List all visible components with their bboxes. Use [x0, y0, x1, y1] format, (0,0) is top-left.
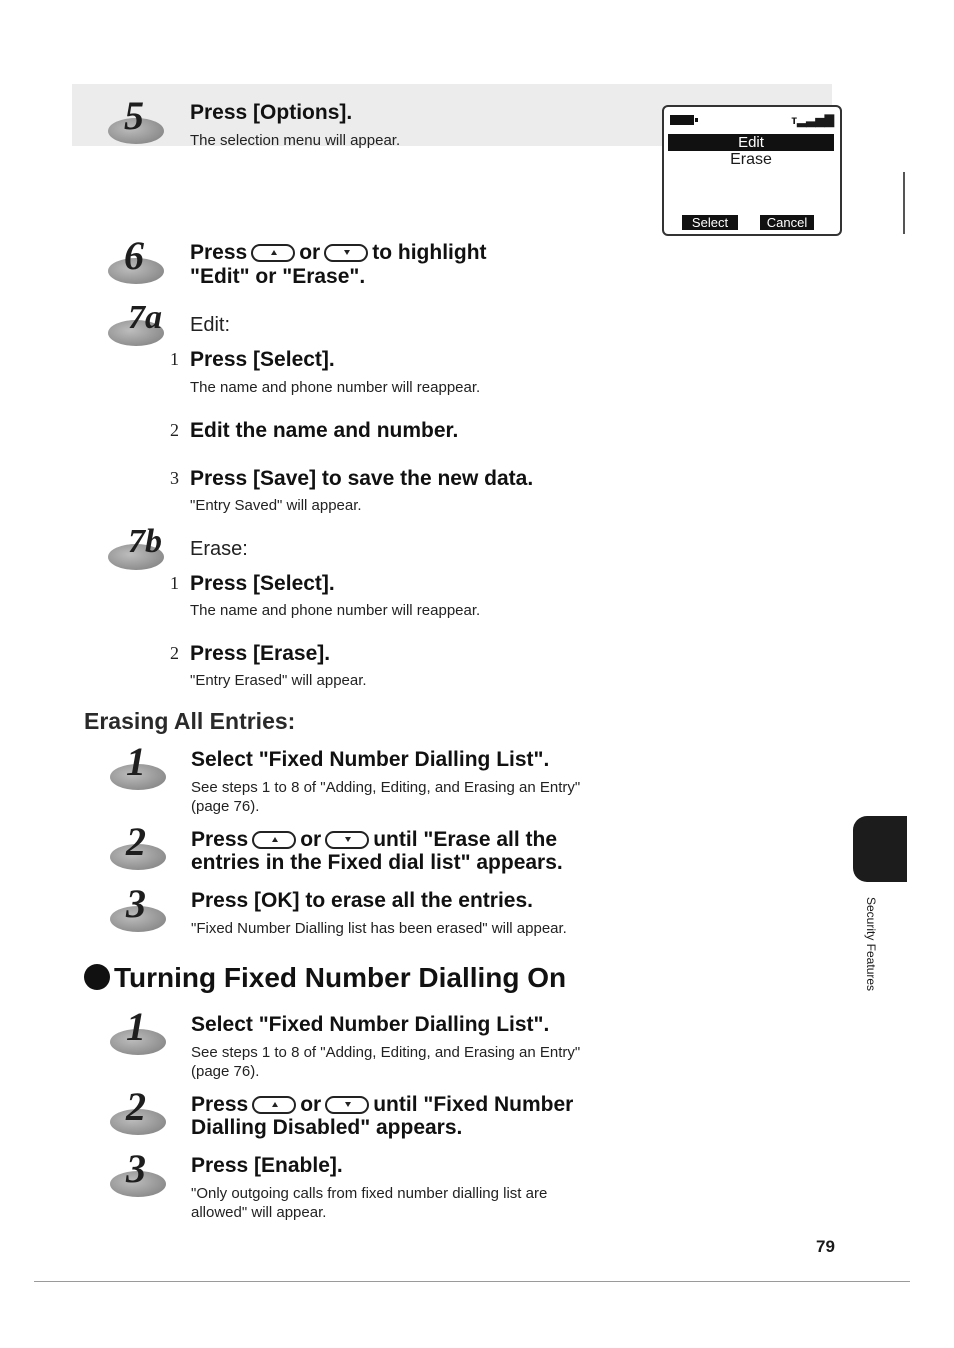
softkey-select[interactable]: Select	[682, 215, 738, 230]
step-7b-2-heading: Press [Erase].	[190, 642, 331, 665]
turn-step-2-heading-line2: Dialling Disabled" appears.	[191, 1116, 463, 1139]
step-7b-badge: 7b	[108, 526, 170, 570]
step-6-badge: 6	[108, 240, 170, 284]
section-tab	[853, 816, 907, 882]
down-key-icon	[324, 244, 368, 262]
erase-step-2-heading: Press or until "Erase all the	[191, 828, 558, 851]
bottom-rule	[34, 1281, 910, 1282]
margin-line	[903, 172, 905, 234]
step-7a-label: Edit:	[190, 314, 231, 336]
step-5-text: The selection menu will appear.	[190, 132, 401, 149]
down-key-icon	[325, 831, 369, 849]
turn-step-1-badge: 1	[110, 1011, 172, 1055]
section-turning-title: Turning Fixed Number Dialling On	[84, 962, 566, 994]
up-key-icon	[252, 831, 296, 849]
up-key-icon	[251, 244, 295, 262]
erase-step-1-text2: (page 76).	[191, 798, 260, 815]
step-7b-2-text: "Entry Erased" will appear.	[190, 672, 367, 689]
turn-step-1-text2: (page 76).	[191, 1063, 260, 1080]
step-7a-3-heading: Press [Save] to save the new data.	[190, 467, 534, 490]
substep-number: 1	[170, 573, 179, 593]
turn-step-1-heading: Select "Fixed Number Dialling List".	[191, 1013, 550, 1036]
turn-step-1-text: See steps 1 to 8 of "Adding, Editing, and Erasing an Entry"	[191, 1044, 581, 1061]
step-7b-1-heading: Press [Select].	[190, 572, 335, 595]
step-6-heading: Press or to highlight	[190, 241, 487, 264]
step-7a-badge: 7a	[108, 302, 170, 346]
bullet-icon	[84, 964, 110, 990]
substep-number: 1	[170, 349, 179, 369]
up-key-icon	[252, 1096, 296, 1114]
erase-step-2-badge: 2	[110, 826, 172, 870]
step-7b-label: Erase:	[190, 538, 248, 560]
battery-icon	[670, 115, 694, 125]
step-6-heading-line2: "Edit" or "Erase".	[190, 265, 366, 288]
erase-step-1-badge: 1	[110, 746, 172, 790]
erase-step-3-text: "Fixed Number Dialling list has been erased" will appear.	[191, 920, 567, 937]
turn-step-3-heading: Press [Enable].	[191, 1154, 343, 1177]
side-tab-label: Security Features	[864, 897, 878, 992]
softkey-cancel[interactable]: Cancel	[760, 215, 814, 230]
step-5-badge: 5	[108, 100, 170, 144]
erase-step-1-heading: Select "Fixed Number Dialling List".	[191, 748, 550, 771]
step-7a-1-heading: Press [Select].	[190, 348, 335, 371]
step-7a-1-text: The name and phone number will reappear.	[190, 379, 481, 396]
turn-step-3-badge: 3	[110, 1153, 172, 1197]
menu-item-edit[interactable]: Edit	[668, 134, 834, 151]
signal-icon: ᴛ▂▃▅▇	[791, 113, 834, 127]
substep-number: 2	[170, 643, 179, 663]
erase-step-3-heading: Press [OK] to erase all the entries.	[191, 889, 533, 912]
step-5-heading: Press [Options].	[190, 101, 353, 124]
step-7a-3-text: "Entry Saved" will appear.	[190, 497, 362, 514]
turn-step-3-text2: allowed" will appear.	[191, 1204, 327, 1221]
phone-screen	[662, 105, 842, 236]
section-erasing-title: Erasing All Entries:	[84, 708, 296, 734]
substep-number: 2	[170, 420, 179, 440]
down-key-icon	[325, 1096, 369, 1114]
menu-item-erase[interactable]: Erase	[730, 151, 772, 168]
turn-step-2-heading: Press or until "Fixed Number	[191, 1093, 574, 1116]
page-number: 79	[816, 1237, 835, 1256]
erase-step-1-text: See steps 1 to 8 of "Adding, Editing, and Erasing an Entry"	[191, 779, 581, 796]
substep-number: 3	[170, 468, 179, 488]
erase-step-2-heading-line2: entries in the Fixed dial list" appears.	[191, 851, 563, 874]
turn-step-3-text: "Only outgoing calls from fixed number dialling list are	[191, 1185, 548, 1202]
erase-step-3-badge: 3	[110, 888, 172, 932]
turn-step-2-badge: 2	[110, 1091, 172, 1135]
step-7b-1-text: The name and phone number will reappear.	[190, 602, 481, 619]
step-7a-2-heading: Edit the name and number.	[190, 419, 459, 442]
